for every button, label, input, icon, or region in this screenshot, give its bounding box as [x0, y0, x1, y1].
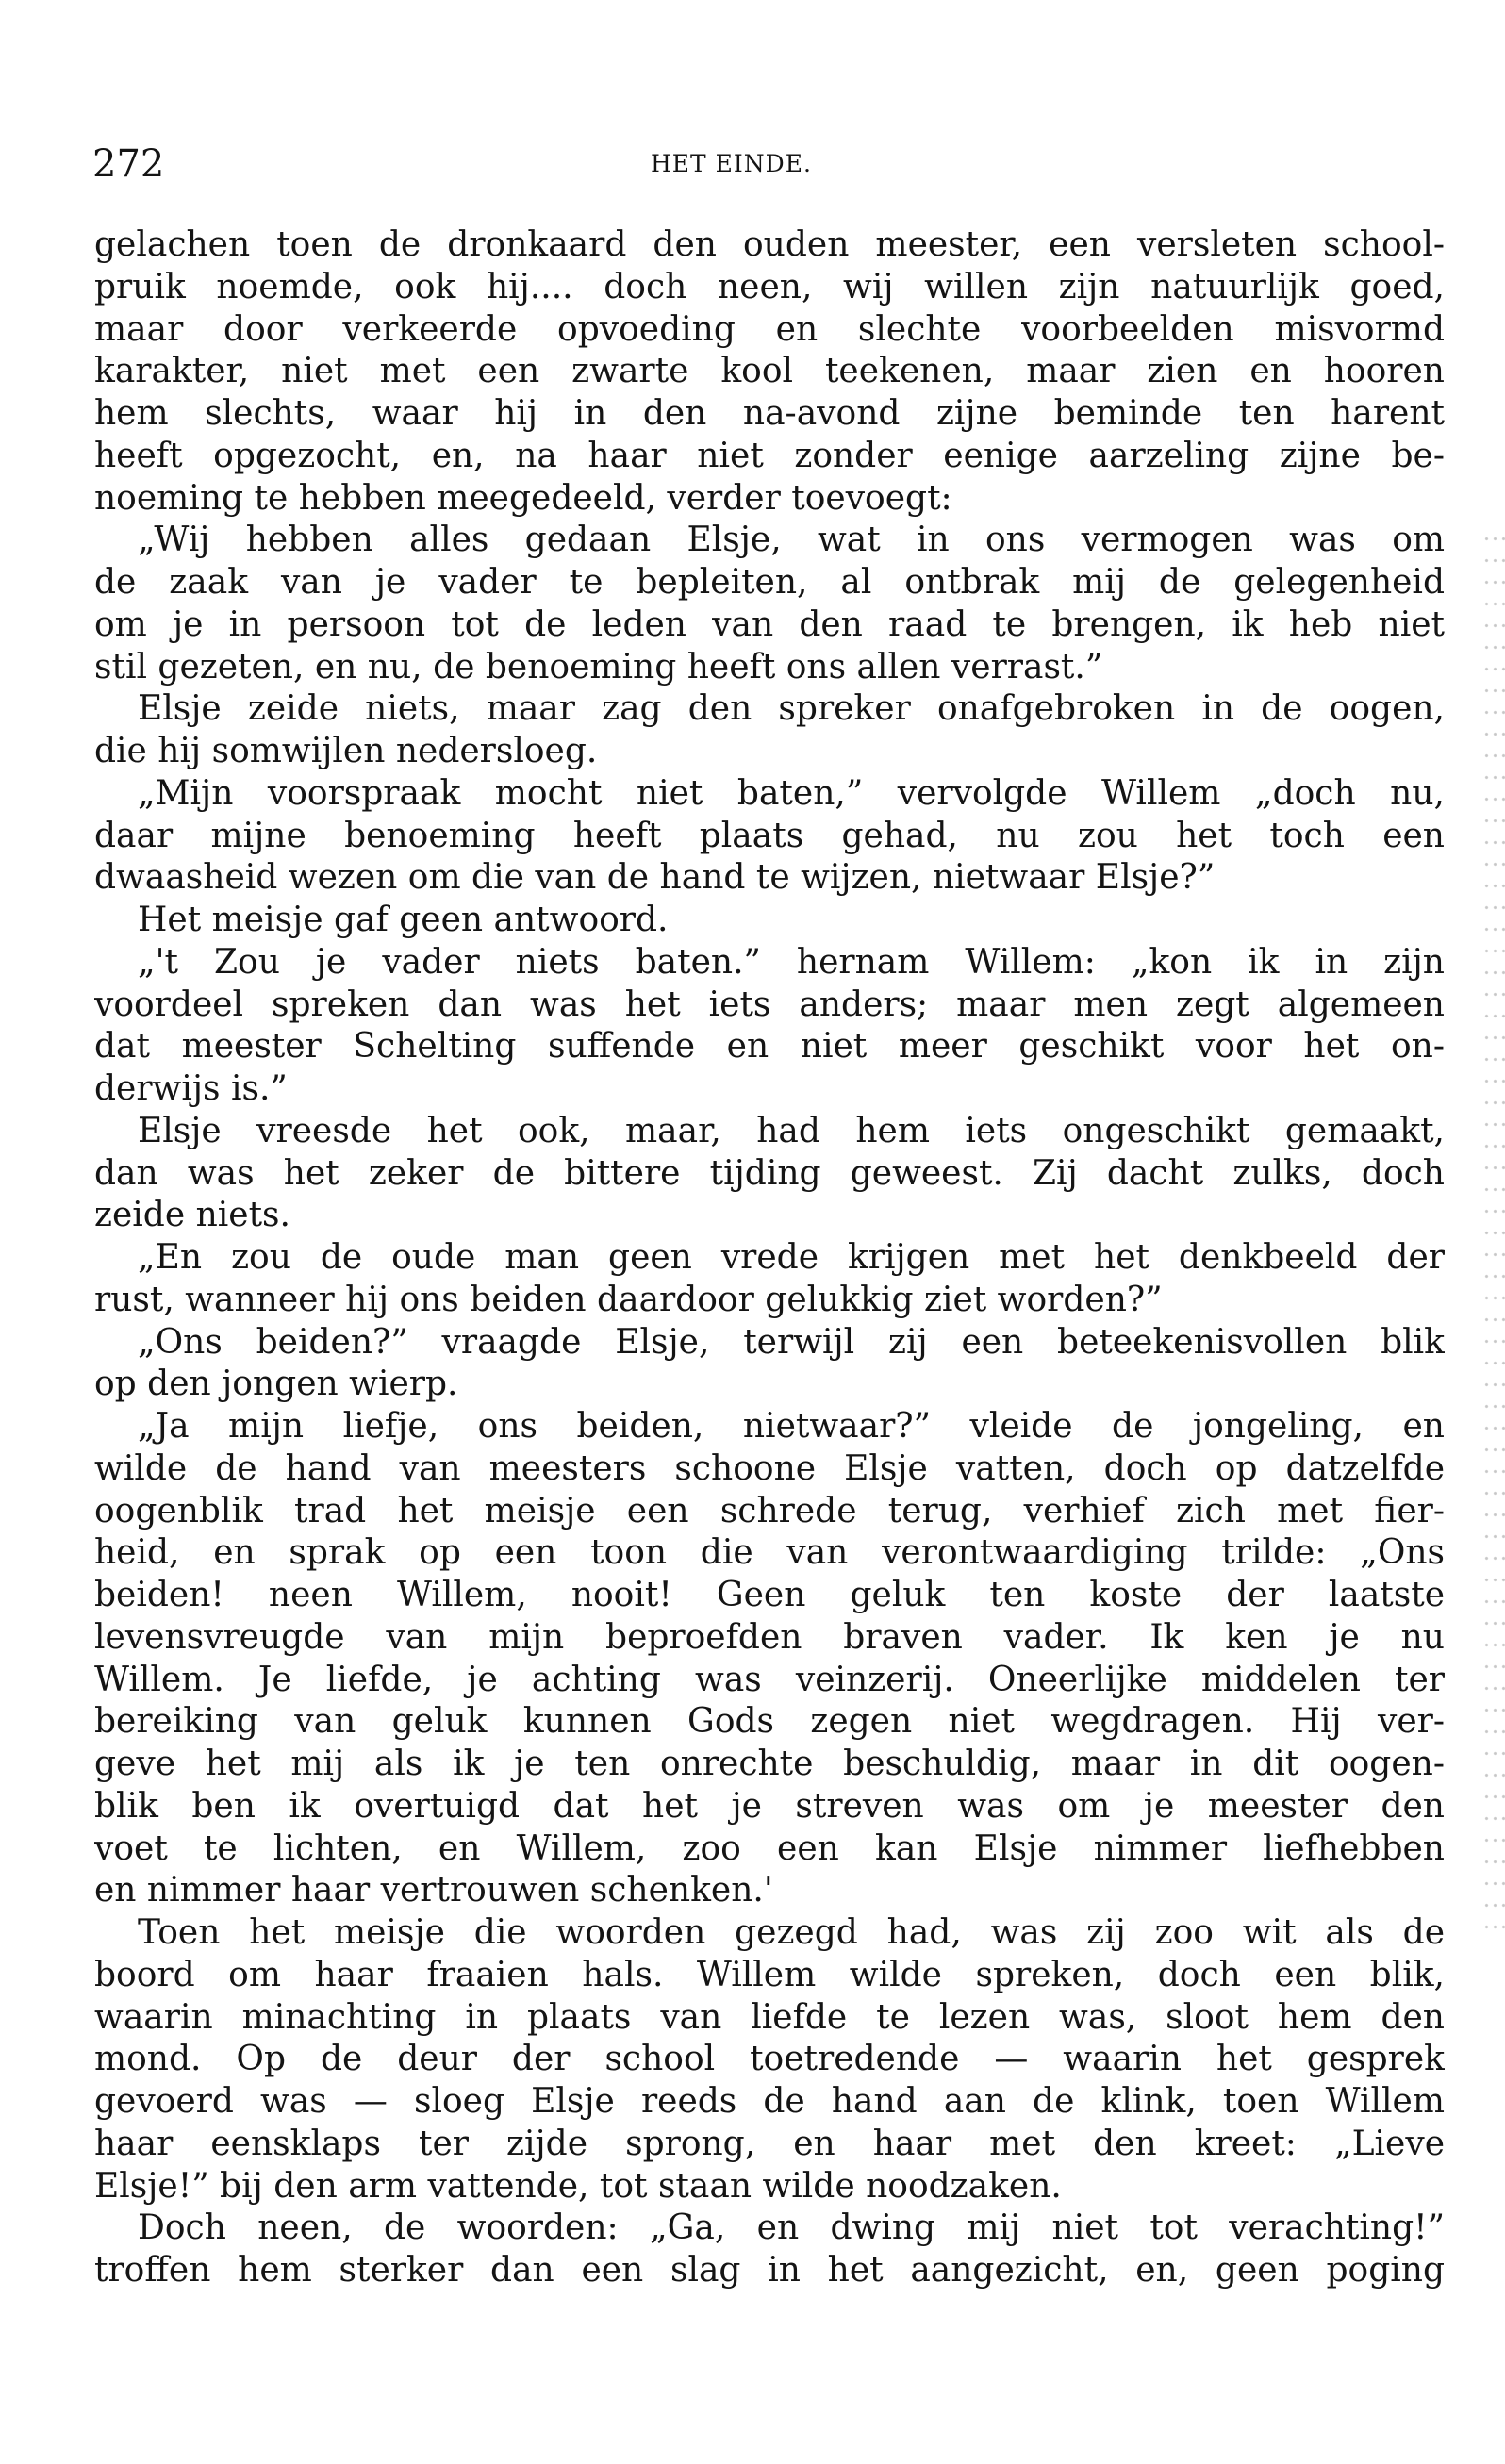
- text-line: noeming te hebben meegedeeld, verder toevoegt:: [94, 478, 952, 518]
- text-line: Willem. Je liefde, je achting was veinzerij. Oneerlijke middelen ter: [94, 1660, 1445, 1699]
- text-line: Het meisje gaf geen antwoord.: [138, 901, 669, 939]
- text-line: troffen hem sterker dan een slag in het aangezicht, en, geen poging: [94, 2251, 1445, 2290]
- text-line: om je in persoon tot de leden van den raad te brengen, ik heb niet: [94, 604, 1445, 644]
- text-line: blik ben ik overtuigd dat het je streven was om je meester den: [94, 1786, 1445, 1826]
- text-line: dat meester Schelting suffende en niet meer geschikt voor het on-: [94, 1027, 1445, 1067]
- text-line: pruik noemde, ook hij.... doch neen, wij willen zijn natuurlijk goed,: [94, 267, 1445, 306]
- page-edge-noise: [1482, 528, 1505, 1943]
- text-line: hem slechts, waar hij in den na-avond zijne beminde ten harent: [94, 394, 1445, 433]
- text-line: Toen het meisje die woorden gezegd had, was zij zoo wit als de: [138, 1913, 1445, 1952]
- text-line: „Wij hebben alles gedaan Elsje, wat in ons vermogen was om: [138, 521, 1445, 560]
- text-line: wilde de hand van meesters schoone Elsje vatten, doch op datzelfde: [94, 1448, 1445, 1488]
- text-line: levensvreugde van mijn beproefden braven vader. Ik ken je nu: [94, 1617, 1445, 1657]
- text-line: gelachen toen de dronkaard den ouden meester, een versleten school-: [94, 225, 1445, 264]
- text-line: derwijs is.”: [94, 1069, 288, 1108]
- text-line: „Ons beiden?” vraagde Elsje, terwijl zij een beteekenisvollen blik: [138, 1322, 1445, 1362]
- text-line: dan was het zeker de bittere tijding geweest. Zij dacht zulks, doch: [94, 1153, 1445, 1193]
- text-line: gevoerd was — sloeg Elsje reeds de hand aan de klink, toen Willem: [94, 2082, 1445, 2121]
- text-line: beiden! neen Willem, nooit! Geen geluk ten koste der laatste: [94, 1576, 1445, 1614]
- page-number: 272: [92, 142, 165, 186]
- text-line: de zaak van je vader te bepleiten, al ontbrak mij de gelegenheid: [94, 563, 1445, 602]
- text-line: heid, en sprak op een toon die van verontwaardiging trilde: „Ons: [94, 1533, 1445, 1573]
- text-line: Elsje zeide niets, maar zag den spreker onafgebroken in de oogen,: [138, 689, 1445, 729]
- text-line: heeft opgezocht, en, na haar niet zonder eenige aarzeling zijne be-: [94, 436, 1445, 475]
- text-line: stil gezeten, en nu, de benoeming heeft ons allen verrast.”: [94, 647, 1103, 686]
- text-line: geve het mij als ik je ten onrechte beschuldig, maar in dit oogen-: [94, 1745, 1445, 1783]
- text-line: op den jongen wierp.: [94, 1364, 458, 1404]
- text-line: dwaasheid wezen om die van de hand te wijzen, nietwaar Elsje?”: [94, 858, 1216, 898]
- text-line: haar eensklaps ter zijde sprong, en haar met den kreet: „Lieve: [94, 2124, 1445, 2163]
- running-head: HET EINDE.: [651, 150, 812, 177]
- text-line: „Mijn voorspraak mocht niet baten,” vervolgde Willem „doch nu,: [138, 773, 1445, 813]
- text-line: maar door verkeerde opvoeding en slechte voorbeelden misvormd: [94, 309, 1445, 349]
- text-line: „'t Zou je vader niets baten.” hernam Willem: „kon ik in zijn: [138, 942, 1445, 982]
- text-line: „Ja mijn liefje, ons beiden, nietwaar?” vleide de jongeling, en: [138, 1407, 1445, 1446]
- text-line: „En zou de oude man geen vrede krijgen met het denkbeeld der: [138, 1238, 1445, 1277]
- text-line: en nimmer haar vertrouwen schenken.': [94, 1871, 773, 1910]
- text-line: bereiking van geluk kunnen Gods zegen niet wegdragen. Hij ver-: [94, 1702, 1445, 1742]
- text-line: voordeel spreken dan was het iets anders; maar men zegt algemeen: [94, 984, 1445, 1024]
- text-line: oogenblik trad het meisje een schrede terug, verhief zich met fier-: [94, 1491, 1445, 1530]
- text-line: Doch neen, de woorden: „Ga, en dwing mij niet tot verachting!”: [138, 2208, 1445, 2248]
- text-line: Elsje vreesde het ook, maar, had hem iets ongeschikt gemaakt,: [138, 1111, 1445, 1150]
- text-line: zeide niets.: [94, 1196, 290, 1235]
- text-line: waarin minachting in plaats van liefde te lezen was, sloot hem den: [94, 1997, 1445, 2037]
- text-line: voet te lichten, en Willem, zoo een kan Elsje nimmer liefhebben: [94, 1828, 1445, 1868]
- body-text: [94, 224, 1445, 2292]
- text-line: karakter, niet met een zwarte kool teekenen, maar zien en hooren: [94, 352, 1445, 391]
- text-line: die hij somwijlen nedersloeg.: [94, 732, 598, 770]
- text-line: boord om haar fraaien hals. Willem wilde spreken, doch een blik,: [94, 1955, 1445, 1994]
- text-line: Elsje!” bij den arm vattende, tot staan wilde noodzaken.: [94, 2166, 1062, 2206]
- text-line: rust, wanneer hij ons beiden daardoor gelukkig ziet worden?”: [94, 1280, 1163, 1319]
- text-line: daar mijne benoeming heeft plaats gehad, nu zou het toch een: [94, 816, 1445, 855]
- text-line: mond. Op de deur der school toetredende — waarin het gesprek: [94, 2040, 1445, 2079]
